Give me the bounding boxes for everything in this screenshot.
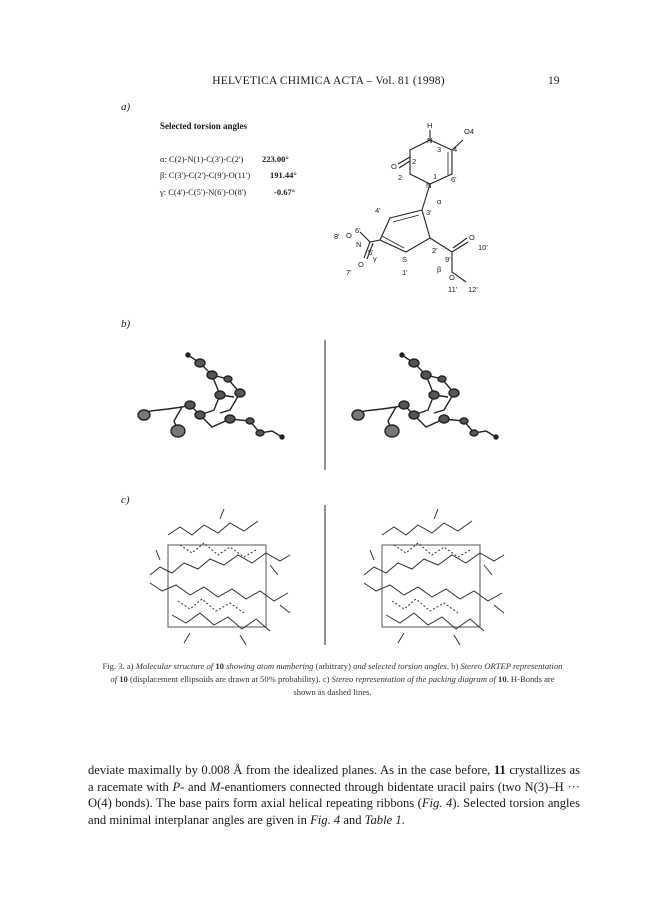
panel-a-label: a) — [121, 101, 131, 113]
atom-label: N — [426, 181, 432, 190]
body-italic: P — [172, 779, 181, 794]
atom-label: N — [427, 136, 433, 145]
caption-text: (displacement ellipsoids are drawn at 50% probability). c) — [127, 674, 332, 684]
body-italic: M — [209, 779, 221, 794]
figure-reference: Fig. 4 — [310, 812, 341, 827]
body-text: crystallizes as a racemate with — [88, 763, 580, 794]
journal-title: HELVETICA CHIMICA ACTA – Vol. 81 (1998) — [212, 75, 445, 87]
torsion-name: β: C(3')-C(2')-C(9')-O(11') — [160, 170, 251, 180]
panel-c-label: c) — [121, 494, 130, 506]
body-text: - and — [180, 779, 210, 794]
atom-label: 9' — [445, 255, 451, 264]
stereo-packing-figure — [120, 505, 550, 655]
atom-labels — [334, 121, 488, 294]
atom-label: 5' — [368, 248, 374, 257]
caption-text: (arbitrary) — [313, 661, 354, 671]
atom-label: O — [358, 260, 364, 269]
atom-label: O4 — [464, 127, 475, 136]
atom-label: 3' — [426, 208, 432, 217]
compound-number: 10 — [215, 661, 224, 671]
atom-label: O — [449, 273, 455, 282]
ortep-molecule-right — [352, 353, 498, 439]
atom-label: 11' — [448, 285, 458, 294]
atom-label: 2 — [398, 173, 403, 182]
atom-label: O — [469, 233, 475, 242]
packing-right — [364, 509, 504, 645]
caption-text: showing atom numbering — [223, 661, 314, 671]
compound-number: 10 — [119, 674, 128, 684]
atom-label: O — [391, 162, 397, 171]
atom-label: 12' — [468, 285, 478, 294]
caption-text: Stereo ORTEP representation of — [110, 661, 563, 684]
atom-label: 1' — [402, 268, 408, 277]
compound-number: 10 — [498, 674, 507, 684]
torsion-name: γ: C(4')-C(5')-N(6')-O(8') — [160, 187, 247, 197]
atom-label: α — [437, 197, 442, 206]
molecular-structure-diagram — [300, 112, 500, 304]
table-reference: Table 1 — [364, 812, 402, 827]
page-number: 19 — [548, 75, 560, 87]
body-text: deviate maximally by 0.008 Å from the idealized planes. As in the case before, — [88, 763, 494, 777]
atom-label: 6' — [355, 226, 361, 235]
atom-label: 3 — [437, 145, 442, 154]
atom-label: O — [346, 231, 352, 240]
caption-text: and selected torsion angles — [353, 661, 447, 671]
stereo-ortep-figure — [120, 335, 550, 475]
atom-label: 1 — [433, 172, 438, 181]
atom-label: β — [437, 265, 442, 274]
torsion-value: -0.67° — [274, 187, 296, 197]
body-text: -enantiomers connected through bidentate uracil pairs (two N(3)–H ··· O(4) bonds). The base pairs form axial helical repeating ribbons ( — [88, 779, 580, 811]
caption-text: Stereo representation of the packing diagram of — [331, 674, 499, 684]
caption-text: . b) — [446, 661, 461, 671]
caption-prefix: Fig. 3. a) — [102, 661, 136, 671]
torsion-value: 223.00° — [262, 154, 289, 164]
body-text: . — [401, 812, 405, 827]
caption-text: . H-Bonds are shown as dashed lines. — [293, 674, 555, 697]
atom-label: 2' — [432, 246, 438, 255]
body-text: ). Selected torsion angles and minimal interplanar angles are given in — [88, 796, 580, 827]
figure-reference: Fig. 4 — [421, 796, 453, 811]
body-paragraph — [88, 762, 580, 828]
atom-label: S — [402, 255, 408, 264]
torsion-table-title: Selected torsion angles — [160, 121, 247, 131]
atom-label: 10' — [478, 243, 488, 252]
packing-left — [150, 509, 290, 645]
atom-label: 2 — [412, 157, 417, 166]
atom-label: γ — [373, 254, 377, 263]
torsion-value: 191.44° — [270, 170, 297, 180]
caption-text: Molecular structure of — [135, 661, 216, 671]
body-text: and — [340, 812, 365, 827]
atom-label: 4 — [453, 145, 458, 154]
atom-label: N — [356, 240, 362, 249]
atom-label: 4' — [375, 206, 381, 215]
ortep-molecule-left — [138, 353, 284, 439]
torsion-name: α: C(2)-N(1)-C(3')-C(2') — [160, 154, 244, 164]
atom-label: H — [427, 121, 433, 130]
atom-label: 7' — [346, 268, 352, 277]
thiophene-ring — [360, 210, 468, 282]
atom-label: 6' — [451, 175, 457, 184]
panel-b-label: b) — [121, 318, 131, 330]
compound-number: 11 — [493, 763, 506, 777]
atom-label: 8' — [334, 232, 340, 241]
running-header — [0, 75, 657, 91]
figure-caption — [100, 660, 565, 699]
